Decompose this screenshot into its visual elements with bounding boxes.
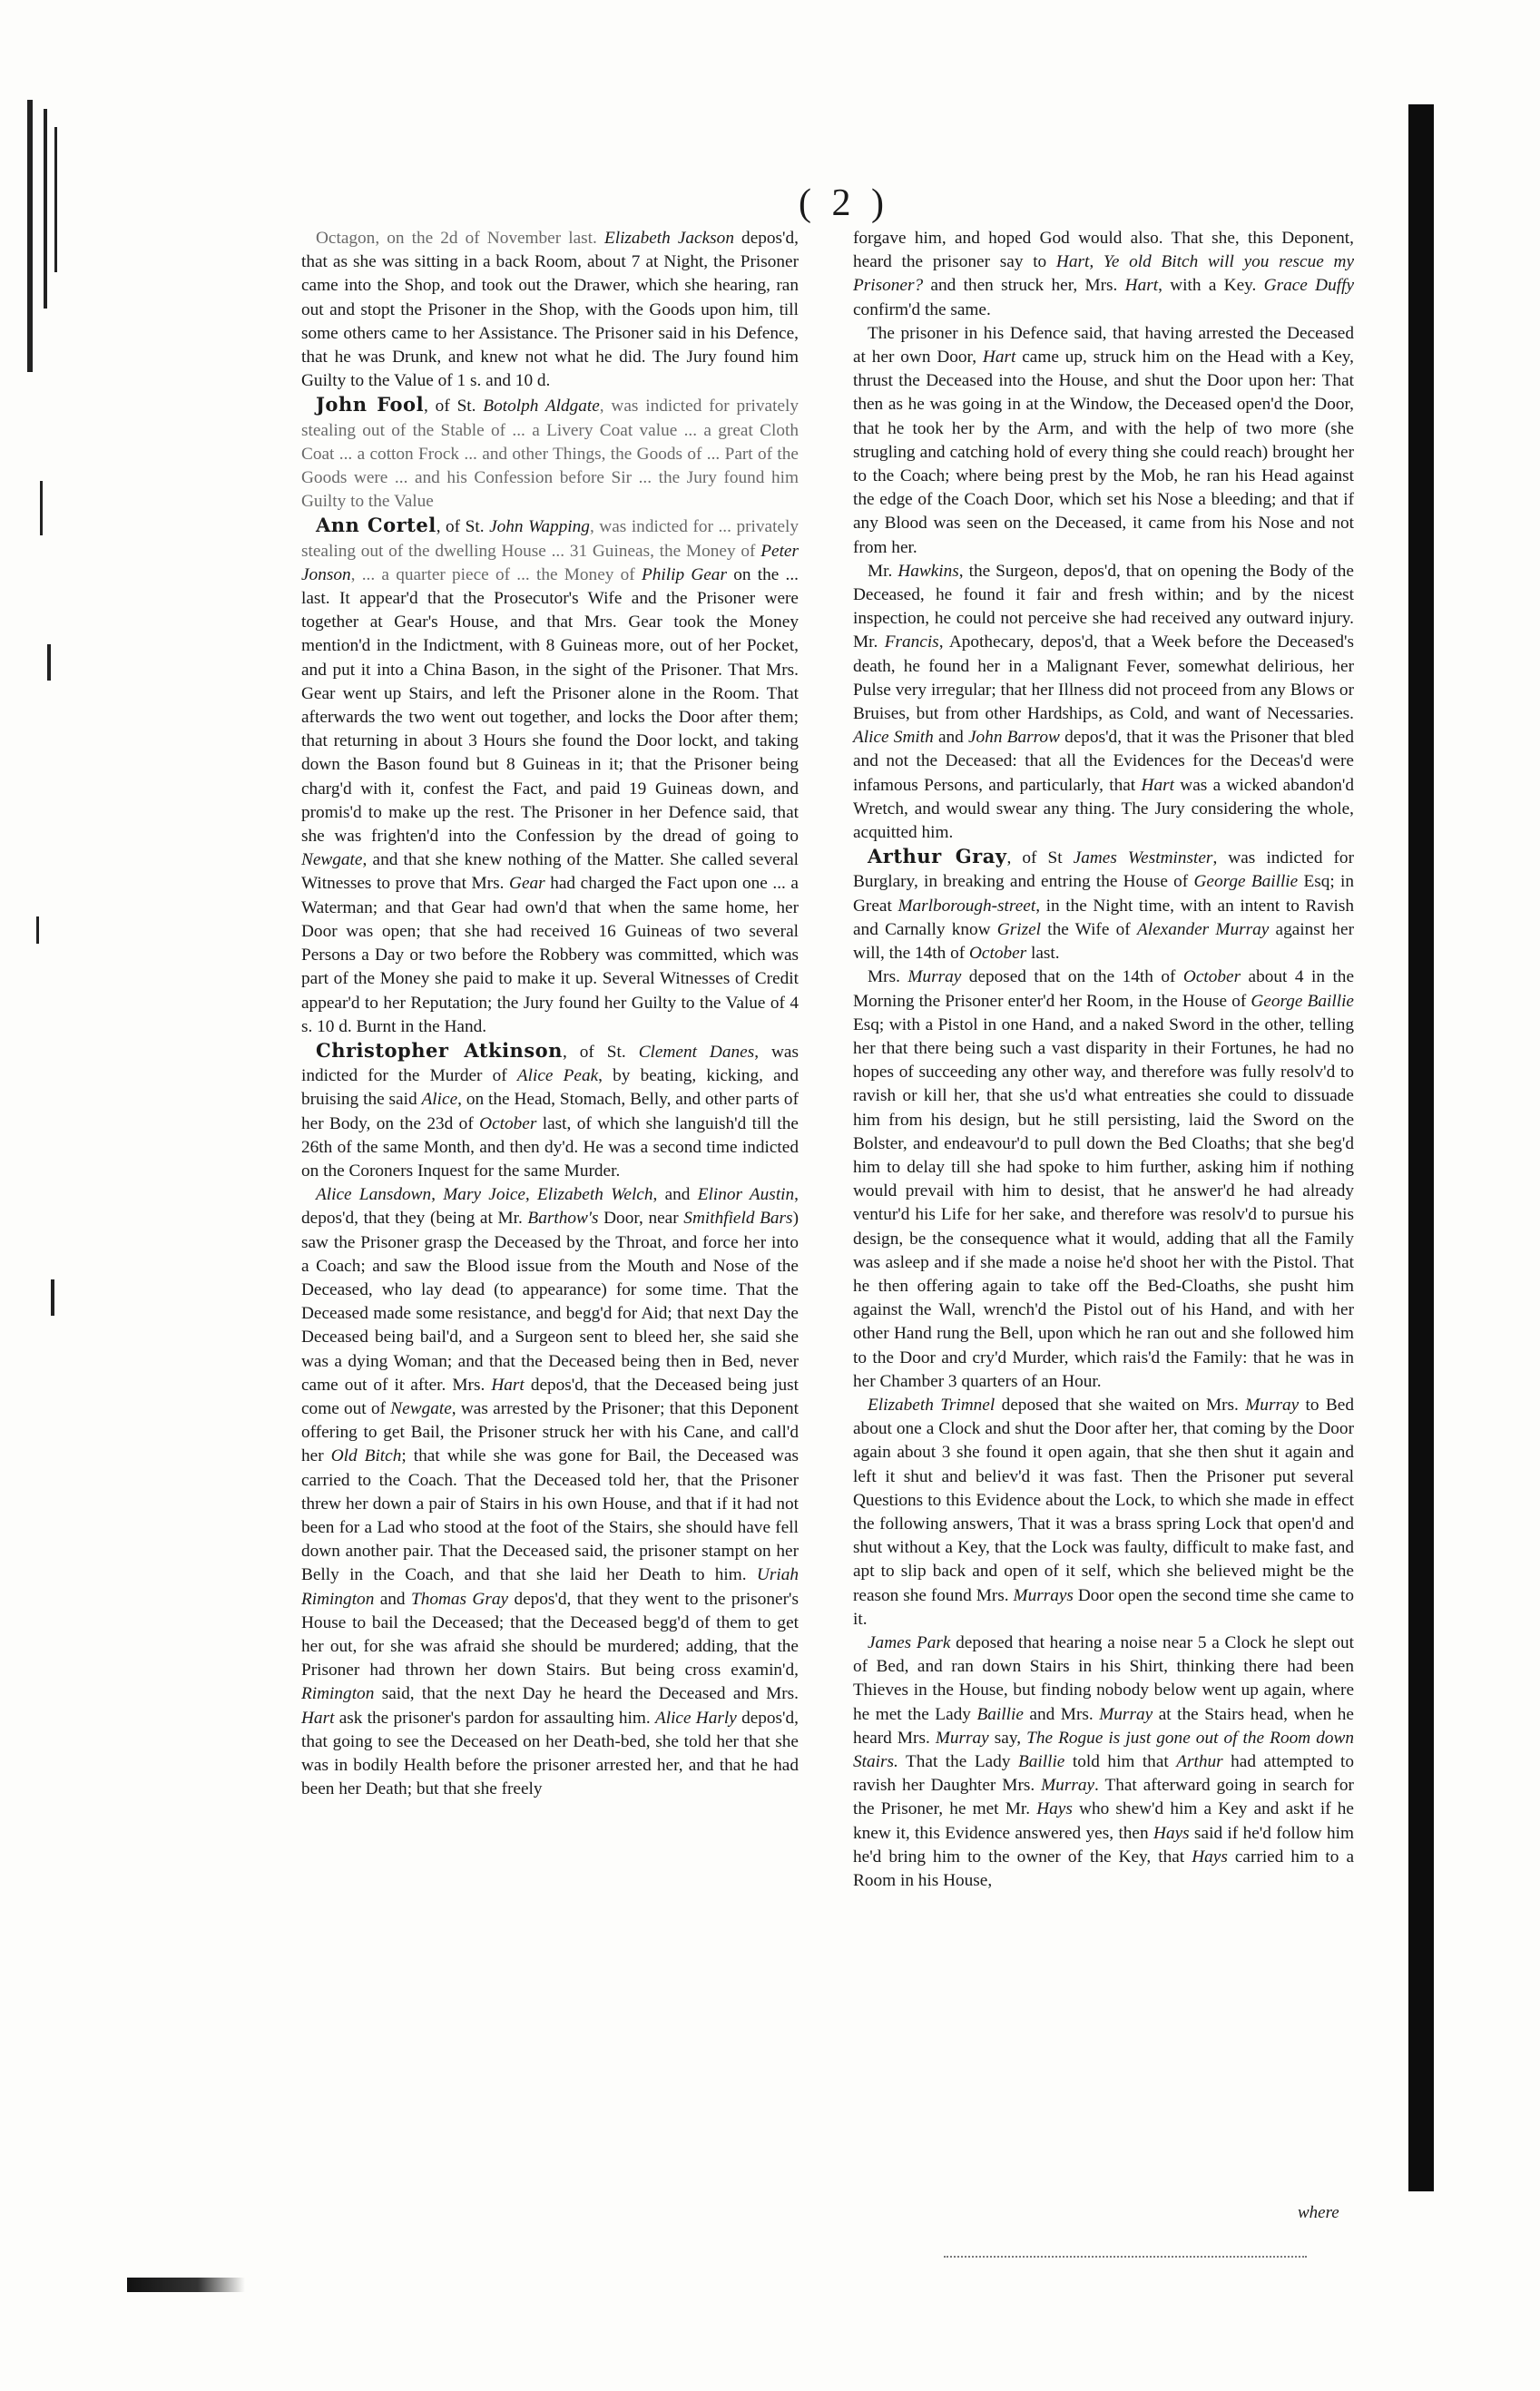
text-run: October <box>479 1113 537 1133</box>
text-run: Smithfield Bars <box>683 1209 793 1229</box>
text-run: Francis <box>884 632 939 652</box>
text-run: depos'd, that they went to the prisoner's House to bail the Deceased; that the Deceased begg'd of them to get her out, for she was afraid she should be murdered; adding, that the Prisoner had thrown her down Stairs. But being cross examin'd, <box>301 1589 799 1681</box>
paragraph <box>301 1183 799 1801</box>
text-run: Botolph Aldgate <box>483 397 600 416</box>
text-run: last, of which she languish'd till the 26th of the same Month, and then dy'd. He was a second time indicted on the Coroners Inquest for the same Murder. <box>301 1113 799 1181</box>
text-run: Alice Smith <box>853 728 934 748</box>
text-run: , with a Key. <box>1158 276 1264 296</box>
bottom-ink-mark <box>127 2278 245 2292</box>
text-run: Murray <box>1041 1776 1095 1796</box>
text-run: Uriah Rimington <box>301 1565 799 1609</box>
text-run: about 4 in the Morning the Prisoner enter'd her Room, in the House of <box>853 967 1355 1011</box>
text-run: Alice Lansdown, Mary Joice, Elizabeth Welch <box>316 1185 653 1205</box>
text-run: That the Lady <box>898 1752 1018 1771</box>
text-run: Murray <box>1099 1704 1153 1724</box>
text-run: Rimington <box>301 1684 375 1704</box>
text-run: Hart <box>491 1375 525 1395</box>
text-run: George Baillie <box>1251 991 1354 1011</box>
paragraph <box>301 393 799 514</box>
text-run: last. <box>1026 944 1060 964</box>
paragraph <box>853 322 1354 560</box>
text-run: ) saw the Prisoner grasp the Deceased by the Throat, and force her into a Coach; and saw the Blood issue from the Mouth and Nose of the Deceased, who lay dead (to appearance) for some time. That the Deceased made some resistance, and begg'd for Aid; that next Day the Deceased being bail'd, and a Surgeon sent to bleed her, she said she was a dying Woman; and that the Deceased being then in Bed, never came out of it after. Mrs. <box>301 1209 799 1395</box>
paragraph <box>853 845 1354 965</box>
text-run: , on the Head, Stomach, Belly, and other parts of her Body, on the 23d of <box>301 1090 799 1133</box>
text-run: Elizabeth Jackson <box>603 229 734 248</box>
text-run: and <box>933 728 968 748</box>
paragraph <box>853 560 1354 845</box>
paragraph <box>301 514 799 1038</box>
text-run: , was indicted for privately stealing out of the Stable of ... a Livery Coat value ... a great Cloth Coat ... a cotton Frock ... and other Things, the Goods of ... Part of the Goods were ... and his Confession before Sir ... the Jury found him Guilty to the Value <box>301 397 799 512</box>
text-run: , was indicted for the Murder of <box>301 1042 799 1086</box>
text-run: Philip Gear <box>641 564 727 584</box>
text-run: , was indicted for ... privately stealing out of the dwelling House ... 31 Guineas, the Money of <box>301 517 799 561</box>
text-run: October <box>969 944 1027 964</box>
text-run: Grizel <box>996 919 1041 939</box>
text-run: Thomas Gray <box>410 1589 509 1609</box>
paragraph <box>853 227 1354 322</box>
text-run: Old Bitch <box>330 1446 402 1466</box>
text-run: to Bed about one a Clock and shut the Door after her, that coming by the Door again about 3 she found it open again, that she then shut it again and left it shut and believ'd it was fast. Then the Prisoner put several Questions to this Evidence about the Lock, to which she made in effect the following answers, That it was a brass spring Lock that open'd and shut without a Key, that the Lock was faulty, difficult to make fast, and apt to slip back and open of it self, which she believed might be the reason she found Mrs. <box>853 1395 1354 1605</box>
text-run: and <box>374 1589 411 1609</box>
defendant-name: John Fool <box>316 393 425 416</box>
text-run: George Baillie <box>1193 872 1299 892</box>
text-run: who shew'd him a Key and askt if he knew it, this Evidence answered yes, then <box>853 1799 1354 1843</box>
text-run: against her will, the 14th of <box>853 919 1355 964</box>
paragraph <box>853 1632 1354 1893</box>
text-run: October <box>1182 967 1241 987</box>
text-run: Baillie <box>976 1704 1024 1724</box>
catchword: where <box>1298 2203 1339 2222</box>
text-run: , of St. <box>424 397 484 416</box>
text-run: Alice <box>421 1090 458 1110</box>
text-run: depos'd, that going to see the Deceased on her Death-bed, she told her that she was in bodily Health before the prisoner arrested her, and that he had been her Death; but that she freely <box>301 1708 799 1799</box>
text-run: The prisoner in his Defence said, that having arrested the Deceased at her own Door, <box>853 323 1354 367</box>
text-run: , the Surgeon, depos'd, that on opening the Body of the Deceased, he found it fair and fresh within; and by the nicest inspection, he could not perceive she had received any outward injury. Mr. <box>853 561 1354 652</box>
text-run: had attempted to ravish her Daughter Mrs. <box>853 1752 1355 1796</box>
text-run: Newgate <box>301 850 363 870</box>
text-run: John Wapping <box>489 517 590 537</box>
paragraph <box>301 227 799 393</box>
text-run: deposed that hearing a noise near 5 a Clock he slept out of Bed, and ran down Stairs in his Shirt, thinking there had been Thieves in the House, but finding nobody below went up again, where he met the Lady <box>853 1632 1354 1724</box>
text-run: Hart <box>982 348 1016 367</box>
text-run: , in the Night time, with an intent to Ravish and Carnally know <box>853 896 1354 939</box>
text-run: and then struck her, Mrs. <box>923 276 1125 296</box>
text-run: , was arrested by the Prisoner; that this Deponent offering to get Bail, the Prisoner struck her with his Cane, and call'd her <box>301 1398 799 1466</box>
text-run: , and <box>652 1185 698 1205</box>
text-run: Mrs. <box>868 967 908 987</box>
text-run: Door, near <box>598 1209 684 1229</box>
text-run: Peter Jonson <box>301 541 799 584</box>
text-run: deposed that she waited on Mrs. <box>995 1395 1246 1415</box>
text-run: Newgate <box>390 1398 452 1418</box>
text-run: , ... a quarter piece of ... the Money of <box>350 564 642 584</box>
text-run: say, <box>988 1728 1027 1748</box>
text-run: , by beating, kicking, and bruising the said <box>301 1066 799 1110</box>
text-run: James Westminster <box>1073 848 1213 868</box>
text-run: Elinor Austin <box>697 1185 795 1205</box>
text-run: , of St. <box>436 517 490 537</box>
text-run: James Park <box>868 1632 951 1652</box>
defendant-name: Christopher Atkinson <box>316 1038 563 1062</box>
text-run: Clement Danes <box>638 1042 755 1062</box>
text-run: forgave him, and hoped God would also. That she, this Deponent, heard the prisoner say to <box>853 229 1354 272</box>
text-run: The Rogue is just gone out of the Room down Stairs. <box>853 1728 1354 1771</box>
text-run: depos'd, that as she was sitting in a back Room, about 7 at Night, the Prisoner came into the Shop, and took out the Drawer, which she hearing, ran out and stopt the Prisoner in the Shop, with the Goods upon him, till some others came to her Assistance. The Prisoner said in his Defence, that he was Drunk, and knew not what he did. The Jury found him Guilty to the Value of 1 s. and 10 d. <box>301 229 799 391</box>
text-run: Hays <box>1192 1847 1228 1867</box>
text-run: on the ... last. It appear'd that the Prosecutor's Wife and the Prisoner were together at Gear's House, and that Mrs. Gear took the Money mention'd in the Indictment, with 8 Guineas more, out of her Pocket, and put it into a China Bason, in the sight of the Prisoner. That Mrs. Gear went up Stairs, and left the Prisoner alone in the Room. That afterwards the two went out together, and locks the Door after them; that returning in about 3 Hours she found the Door lockt, and taking down the Bason found but 8 Guineas in it; that the Prisoner being charg'd with it, confest the Fact, and paid 19 Guineas down, and promis'd to make up the rest. The Prisoner in her Defence said, that she was frighten'd into the Confession by the dread of going to <box>301 564 799 847</box>
binding-edge-artifact <box>0 100 86 1552</box>
text-run: told him that <box>1064 1752 1177 1771</box>
text-run: was a wicked abandon'd Wretch, and would swear any thing. The Jury considering the whole, acquitted him. <box>853 775 1355 843</box>
left-column <box>301 227 799 1801</box>
text-run: , of St. <box>562 1042 639 1062</box>
text-run: Alice Peak <box>516 1066 599 1086</box>
scan-border-bar <box>1408 104 1434 2191</box>
text-run: carried him to a Room in his House, <box>853 1847 1354 1891</box>
text-run: , Apothecary, depos'd, that a Week before the Deceased's death, he found her in a Malignant Fever, somewhat delirious, her Pulse very irregular; that her Illness did not proceed from any Blows or Bruises, but from other Hardships, as Cold, and want of Necessaries. <box>853 632 1354 724</box>
text-run: ask the prisoner's pardon for assaulting him. <box>334 1708 655 1728</box>
text-run: Barthow's <box>527 1209 599 1229</box>
text-run: came up, struck him on the Head with a Key, thrust the Deceased into the House, and shut the Door upon her: That then as he was going in at the Window, the Deceased open'd the Door, that he took her by the Arm, and with the help of two more (she strugling and catching hold of every thing she could reach) brought her to the Coach; where being prest by the Mob, he ran his Head against the edge of the Coach Door, which set his Nose a bleeding; and that if any Blood was seen on the Deceased, it came from his Nose and not from her. <box>853 348 1354 557</box>
defendant-name: Ann Cortel <box>316 514 436 537</box>
text-run: Hart <box>1124 276 1159 296</box>
text-run: , of St <box>1006 848 1074 868</box>
page-number: ( 2 ) <box>799 182 889 224</box>
text-run: at the Stairs head, when he heard Mrs. <box>853 1704 1354 1748</box>
text-run: , was indicted for Burglary, in breaking and entring the House of <box>853 848 1354 892</box>
text-run: , and that she knew nothing of the Matter. She called several Witnesses to prove that Mrs. <box>301 850 799 894</box>
text-run: Hawkins <box>898 561 959 581</box>
right-column <box>853 227 1354 1893</box>
text-run: Murrays <box>1013 1585 1074 1605</box>
text-run: depos'd, that the Deceased being just come out of <box>301 1375 799 1418</box>
text-run: deposed that on the 14th of <box>961 967 1183 987</box>
text-run: Hart <box>1141 775 1174 795</box>
text-run: and Mrs. <box>1023 1704 1100 1724</box>
text-run: Murray <box>935 1728 989 1748</box>
text-run: Hays <box>1036 1799 1073 1819</box>
text-run: Elizabeth Trimnel <box>868 1395 996 1415</box>
text-run: Murray <box>907 967 962 987</box>
text-run: Arthur <box>1176 1752 1223 1771</box>
text-run: Alice Harly <box>654 1708 737 1728</box>
text-run: confirm'd the same. <box>853 299 991 319</box>
text-run: Alexander Murray <box>1136 919 1270 939</box>
text-run: Grace Duffy <box>1263 276 1354 296</box>
text-run: Gear <box>509 874 545 894</box>
text-run: said, that the next Day he heard the Deceased and Mrs. <box>374 1684 799 1704</box>
text-run: had charged the Fact upon one ... a Waterman; and that Gear had own'd that when the same home, her Door was open; that she had received 16 Guineas of two several Persons a Day or two before the Robbery was committed, which was part of the Money she paid to make it up. Several Witnesses of Credit appear'd to her Reputation; the Jury found her Guilty to the Value of 4 s. 10 d. Burnt in the Hand. <box>301 874 799 1036</box>
text-run: Hart <box>301 1708 335 1728</box>
text-run: Esq; with a Pistol in one Hand, and a naked Sword in the other, telling her that there being such a vast disparity in their Fortunes, he had no hopes of succeeding any other way, and therefore was fully resolv'd to ravish or kill her, that she us'd what entreaties she could to dissuade him from his design, but he still persisting, laid the Sword on the Bolster, and endeavour'd to pull down the Bed Cloaths; that she beg'd him to delay till she had spoke to him further, asking him if nothing would prevail with him to desist, that he answer'd he had already ventur'd his Life for her sake, and therefore was resolv'd to pursue his design, be the consequence what it would, adding that all the Family was asleep and if she made a noise he'd shoot her with the Pistol. That he then offering again to take off the Bed-Cloaths, she pusht him against the Wall, wrench'd the Pistol out of his Hand, and with her other Hand rung the Bell, upon which he ran out and she followed him to the Door and cry'd Murder, which rais'd the Family: that he was in her Chamber 3 quarters of an Hour. <box>853 1014 1354 1391</box>
text-run: Esq; in Great <box>853 872 1354 916</box>
text-run: Hart, Ye old Bitch will you rescue my Prisoner? <box>853 252 1354 296</box>
text-run: Murray <box>1245 1395 1300 1415</box>
text-run: . That afterward going in search for the Prisoner, he met Mr. <box>853 1776 1354 1819</box>
text-run: Baillie <box>1017 1752 1065 1771</box>
text-run: ; that while she was gone for Bail, the Deceased was carried to the Coach. That the Deceased told her, that the Prisoner threw her down a pair of Stairs in his own House, and that if it had not been for a Lad who stood at the foot of the Stairs, she should have fell down another pair. That the Deceased said, the prisoner stampt on her Belly in the Coach, and that she laid her Death to him. <box>301 1446 799 1585</box>
text-run: depos'd, that it was the Prisoner that bled and not the Deceased: that all the Evidences for the Deceas'd were infamous Persons, and particularly, that <box>853 728 1354 795</box>
text-run: Hays <box>1153 1823 1190 1843</box>
paragraph <box>301 1039 799 1183</box>
bottom-dotted-rule <box>944 2250 1307 2258</box>
text-run: Octagon, on the 2d of November last. <box>316 229 604 248</box>
text-run: Door open the second time she came to it. <box>853 1585 1354 1629</box>
paragraph <box>853 965 1354 1394</box>
defendant-name: Arthur Gray <box>868 845 1007 868</box>
paragraph <box>853 1394 1354 1632</box>
text-run: Mr. <box>868 561 898 581</box>
text-run: the Wife of <box>1040 919 1137 939</box>
text-run: Marlborough-street <box>898 896 1036 916</box>
text-run: , depos'd, that they (being at Mr. <box>301 1185 799 1229</box>
text-run: said if he'd follow him he'd bring him to the owner of the Key, that <box>853 1823 1354 1867</box>
text-run: John Barrow <box>967 728 1060 748</box>
